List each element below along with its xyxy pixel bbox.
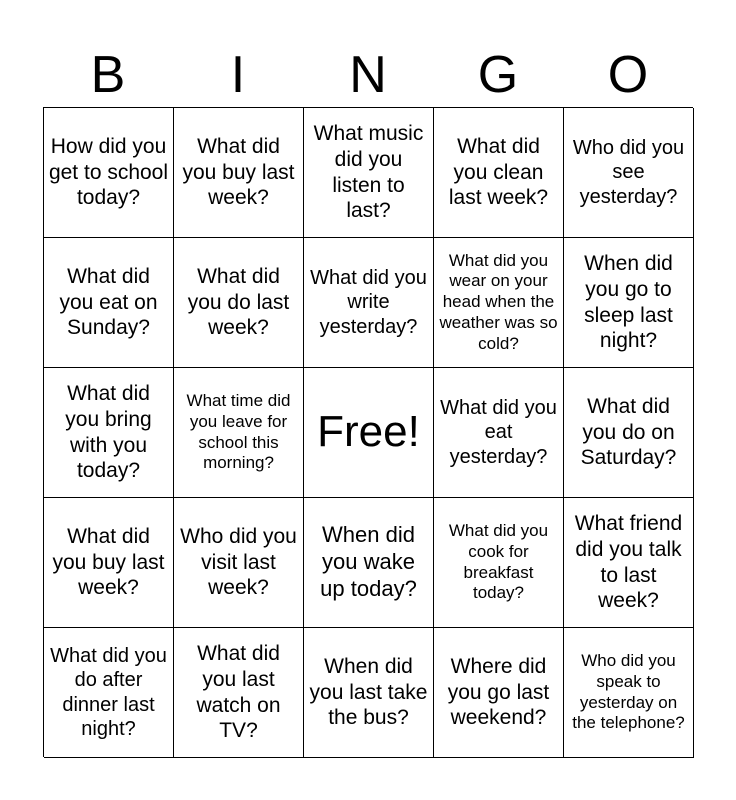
cell-text: Where did you go last weekend? bbox=[447, 655, 550, 730]
cell-text: What did you buy last week? bbox=[182, 135, 295, 210]
cell-text: What did you buy last week? bbox=[52, 525, 165, 600]
bingo-grid bbox=[43, 107, 693, 757]
cell-text: When did you go to sleep last night? bbox=[584, 252, 673, 353]
header-letter-g: G bbox=[477, 46, 519, 104]
bingo-cell[interactable] bbox=[44, 628, 174, 758]
cell-text: What did you wear on your head when the weather was so cold? bbox=[439, 250, 558, 353]
bingo-header bbox=[43, 44, 693, 106]
bingo-cell[interactable] bbox=[564, 238, 694, 368]
bingo-cell[interactable] bbox=[44, 238, 174, 368]
bingo-cell[interactable] bbox=[304, 238, 434, 368]
cell-text: What did you do after dinner last night? bbox=[50, 644, 167, 740]
cell-text: What did you eat on Sunday? bbox=[59, 265, 158, 340]
bingo-cell[interactable] bbox=[44, 108, 174, 238]
bingo-cell[interactable] bbox=[44, 368, 174, 498]
bingo-cell[interactable] bbox=[434, 368, 564, 498]
cell-text: Who did you see yesterday? bbox=[572, 136, 685, 208]
header-letter-b: B bbox=[90, 46, 126, 104]
cell-text: What music did you listen to last? bbox=[313, 122, 424, 223]
header-letter-i: I bbox=[230, 46, 246, 104]
bingo-cell[interactable] bbox=[564, 108, 694, 238]
bingo-cell[interactable] bbox=[174, 238, 304, 368]
bingo-cell[interactable] bbox=[44, 498, 174, 628]
header-letter-o: O bbox=[607, 46, 649, 104]
bingo-cell[interactable] bbox=[434, 238, 564, 368]
cell-text: What did you write yesterday? bbox=[310, 266, 427, 338]
cell-text: What did you clean last week? bbox=[448, 135, 549, 210]
bingo-cell[interactable] bbox=[304, 498, 434, 628]
cell-text: What friend did you talk to last week? bbox=[574, 512, 683, 613]
cell-text: What did you eat yesterday? bbox=[440, 396, 557, 468]
cell-text: When did you last take the bus? bbox=[309, 655, 428, 730]
cell-text: Who did you visit last week? bbox=[180, 525, 297, 600]
cell-text: Who did you speak to yesterday on the telephone? bbox=[572, 651, 685, 733]
bingo-cell[interactable] bbox=[564, 628, 694, 758]
cell-text: What time did you leave for school this morning? bbox=[186, 391, 291, 473]
bingo-cell[interactable] bbox=[304, 628, 434, 758]
cell-text: What did you bring with you today? bbox=[65, 382, 152, 483]
bingo-cell[interactable] bbox=[564, 368, 694, 498]
free-space-text: Free! bbox=[317, 407, 420, 457]
bingo-cell[interactable] bbox=[434, 498, 564, 628]
cell-text: What did you do last week? bbox=[187, 265, 290, 340]
bingo-cell[interactable] bbox=[304, 108, 434, 238]
bingo-cell[interactable] bbox=[174, 628, 304, 758]
cell-text: How did you get to school today? bbox=[48, 135, 169, 210]
bingo-cell[interactable] bbox=[174, 368, 304, 498]
bingo-cell[interactable] bbox=[434, 108, 564, 238]
bingo-cell[interactable] bbox=[174, 108, 304, 238]
bingo-cell[interactable] bbox=[434, 628, 564, 758]
free-space-cell[interactable] bbox=[304, 368, 434, 498]
bingo-cell[interactable] bbox=[174, 498, 304, 628]
header-letter-n: N bbox=[349, 46, 387, 104]
cell-text: What did you do on Saturday? bbox=[580, 395, 677, 470]
cell-text: When did you wake up today? bbox=[320, 522, 417, 601]
cell-text: What did you cook for breakfast today? bbox=[448, 521, 549, 603]
cell-text: What did you last watch on TV? bbox=[196, 642, 281, 743]
bingo-cell[interactable] bbox=[564, 498, 694, 628]
